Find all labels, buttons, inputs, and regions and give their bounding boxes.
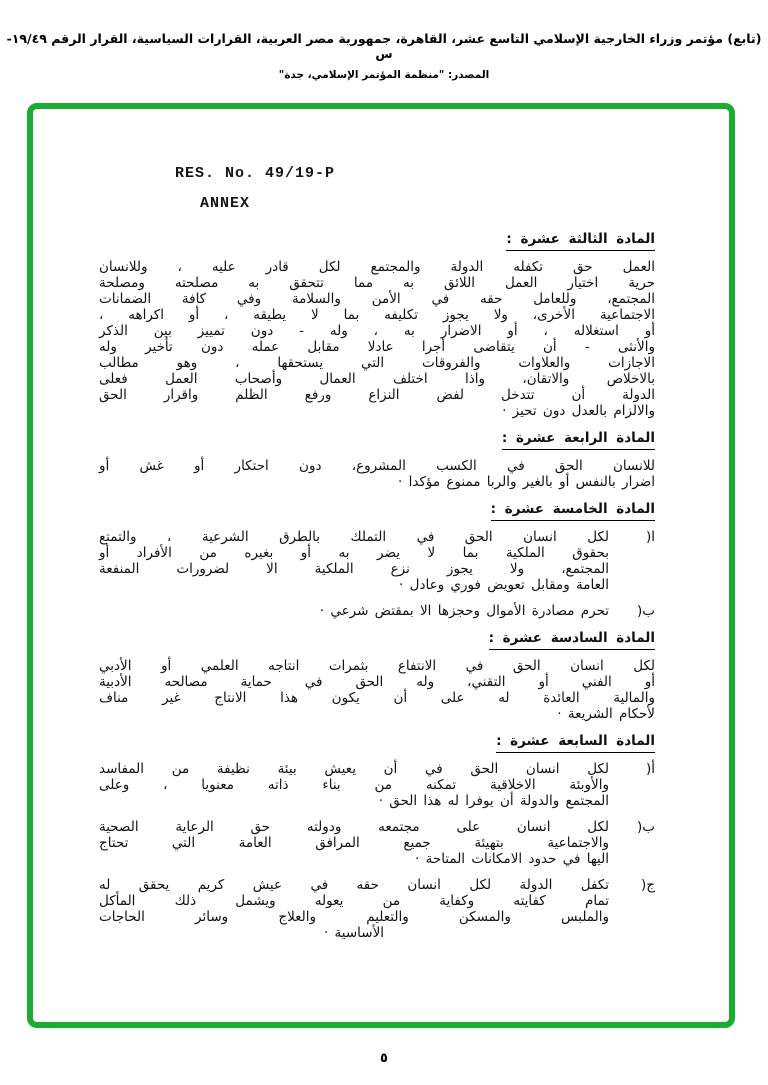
article-seventeen-item-b — [99, 819, 655, 867]
item-marker: )أ — [645, 761, 655, 777]
article-fifteen-item-a-text: لكل انسان الحق في التملك بالطرق الشرعية ، والتمتع بحقوق الملكية بما لا يضر به أو بغيره من الأفراد أو المجتمع، ولا يجوز نزع الملكية الا لضرورات المنفعة العامة ومقابل تعويض فوري وعادل · — [99, 529, 609, 593]
article-seventeen-item-a-text: لكل انسان الحق في أن يعيش بيئة نظيفة من المفاسد والأوبئة الاخلاقية تمكنه من بناء ذاته معنويا ، وعلى المجتمع والدولة أن يوفرا له هذا الحق · — [99, 761, 609, 809]
page-header — [0, 0, 768, 81]
article-seventeen-item-b-text: لكل انسان على مجتمعه ودولته حق الرعاية الصحية والاجتماعية بتهيئة جميع المرافق العامة التي تحتاج اليها في حدود الامكانات المتاحة · — [99, 819, 609, 867]
article-seventeen-item-c-text: تكفل الدولة لكل انسان حقه في عيش كريم يحقق له تمام كفايته وكفاية من يعوله ويشمل ذلك المأكل والملبس والمسكن والتعليم والعلاج وسائر الحاجات الأساسية · — [99, 877, 609, 941]
article-fifteen-title-row — [99, 501, 655, 521]
article-fourteen — [99, 430, 655, 490]
header-source: المصدر: "منظمة المؤتمر الإسلامي، جدة" — [278, 69, 490, 81]
article-fourteen-title: المادة الرابعة عشرة : — [502, 430, 655, 450]
article-thirteen — [99, 231, 655, 419]
item-marker: )ا — [645, 529, 655, 545]
document-frame — [27, 103, 735, 1028]
article-seventeen-title-row — [99, 733, 655, 753]
article-seventeen-title: المادة السابعة عشرة : — [496, 733, 655, 753]
article-thirteen-title: المادة الثالثة عشرة : — [506, 231, 655, 251]
article-fourteen-text: للانسان الحق في الكسب المشروع، دون احتكار أو غش أو اضرار بالنفس أو بالغير والربا ممنوع مؤكدا · — [99, 458, 655, 490]
item-marker: )ج — [641, 877, 655, 893]
page-number: ٥ — [380, 1051, 388, 1066]
article-fifteen-item-b-text: تحرم مصادرة الأموال وحجزها الا بمقتض شرعي · — [319, 603, 609, 619]
article-fourteen-title-row — [99, 430, 655, 450]
articles-list — [99, 231, 655, 941]
annex-label: ANNEX — [200, 195, 251, 212]
article-sixteen-text: لكل انسان الحق في الانتفاع بثمرات انتاجه العلمي أو الأدبي أو الفني أو التقني، وله الحق في حماية مصالحه الأدبية والمالية العائدة له على أن يكون هذا الانتاج غير مناف لأحكام الشريعة · — [99, 658, 655, 722]
resolution-number: RES. No. 49/19-P — [175, 165, 336, 182]
item-marker: )ب — [637, 819, 655, 835]
article-fifteen-item-a — [99, 529, 655, 593]
article-seventeen — [99, 733, 655, 941]
article-thirteen-title-row — [99, 231, 655, 251]
article-thirteen-text: العمل حق تكفله الدولة والمجتمع لكل قادر عليه ، وللانسان حرية اختيار العمل اللائق به مما تتحقق به مصلحته ومصلحة المجتمع، وللعامل حقه في الأمن والسلامة وفي كافة الضمانات الاجتماعية الأخرى، ولا يجوز تكليفه بما لا يطيقه ، أو اكراهه ، أو استغلاله ، أو الاضرار به ، وله - دون تمييز بين الذكر والأنثى - أن يتقاضى أجرا عادلا مقابل عمله دون تأخير وله الاجازات والعلاوات والفروقات التي يستحقها ، وهو مطالب بالاخلاص والاتقان، واذا اختلف العمال وأصحاب العمل فعلى الدولة أن تتدخل لفض النزاع ورفع الظلم واقرار الحق والالزام بالعدل دون تحيز · — [99, 259, 655, 419]
article-fifteen — [99, 501, 655, 619]
article-sixteen — [99, 630, 655, 722]
article-sixteen-title: المادة السادسة عشرة : — [489, 630, 655, 650]
document-content — [33, 109, 729, 941]
header-citation: (تابع) مؤتمر وزراء الخارجية الإسلامي التاسع عشر، القاهرة، جمهورية مصر العربية، القرارات السياسية، القرار الرقم ١٩/٤٩-س — [6, 31, 762, 61]
article-fifteen-item-b — [99, 603, 655, 619]
article-sixteen-title-row — [99, 630, 655, 650]
item-marker: )ب — [637, 603, 655, 619]
article-fifteen-title: المادة الخامسة عشرة : — [491, 501, 655, 521]
article-seventeen-item-c — [99, 877, 655, 941]
article-seventeen-item-a — [99, 761, 655, 809]
